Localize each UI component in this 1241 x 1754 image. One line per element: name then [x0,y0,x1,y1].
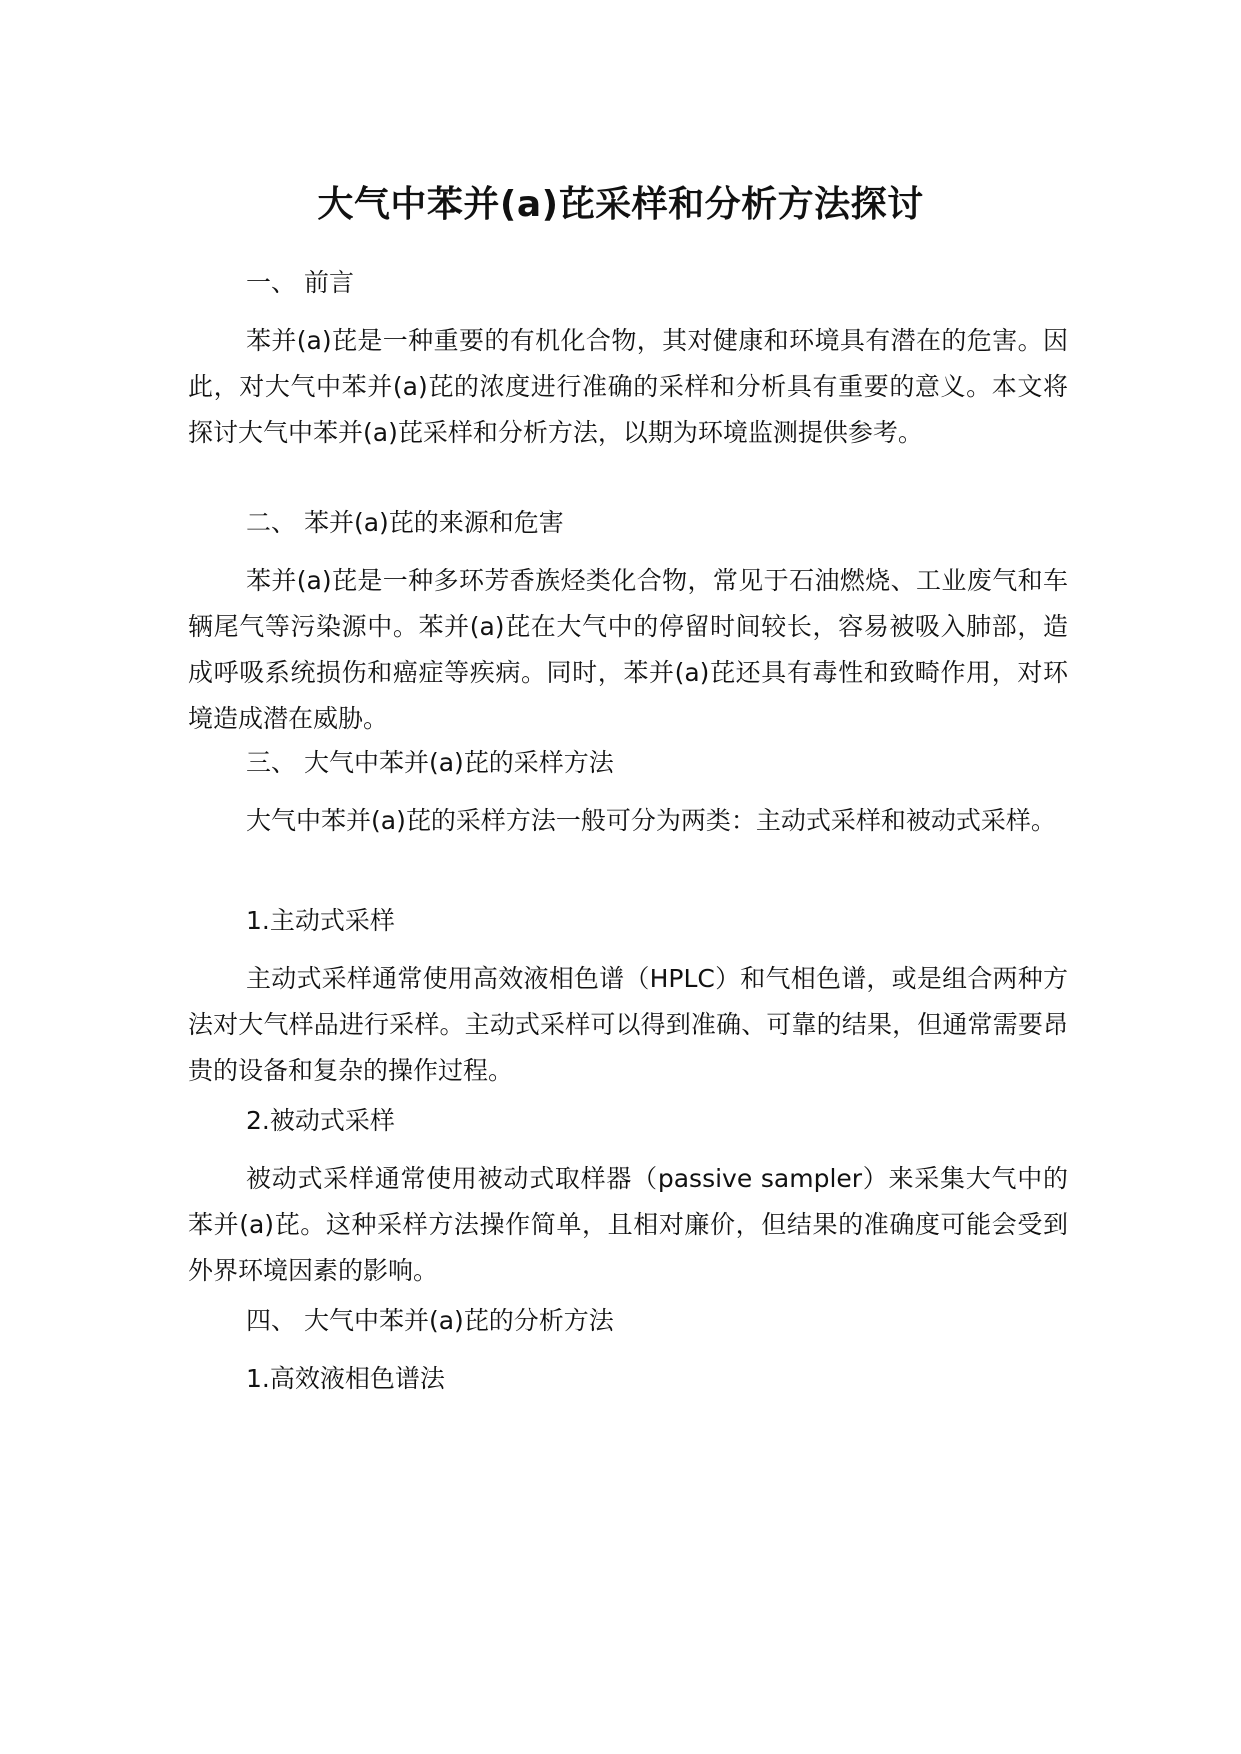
paragraph-passive-sampling: 被动式采样通常使用被动式取样器（passive sampler）来采集大气中的苯并(a)芘。这种采样方法操作简单，且相对廉价，但结果的准确度可能会受到外界环境因素的影响。 [188,1164,1068,1285]
subheading-active-sampling: 1.主动式采样 [246,906,395,935]
section-heading-preface: 一、 前言 [246,268,354,297]
document-title: 大气中苯并(a)芘采样和分析方法探讨 [317,184,924,225]
section-heading-sources: 二、 苯并(a)芘的来源和危害 [246,508,564,537]
section-heading-sampling: 三、 大气中苯并(a)芘的采样方法 [246,748,614,777]
paragraph-preface: 苯并(a)芘是一种重要的有机化合物，其对健康和环境具有潜在的危害。因此，对大气中苯并(a)芘的浓度进行准确的采样和分析具有重要的意义。本文将探讨大气中苯并(a)芘采样和分析方法，以期为环境监测提供参考。 [188,326,1068,447]
paragraph-sampling-intro: 大气中苯并(a)芘的采样方法一般可分为两类：主动式采样和被动式采样。 [246,806,1056,835]
section-heading-analysis: 四、 大气中苯并(a)芘的分析方法 [246,1306,614,1335]
subheading-passive-sampling: 2.被动式采样 [246,1106,395,1135]
subheading-hplc: 1.高效液相色谱法 [246,1364,445,1393]
paragraph-sources: 苯并(a)芘是一种多环芳香族烃类化合物，常见于石油燃烧、工业废气和车辆尾气等污染源中。苯并(a)芘在大气中的停留时间较长，容易被吸入肺部，造成呼吸系统损伤和癌症等疾病。同时，苯并(a)芘还具有毒性和致畸作用，对环境造成潜在威胁。 [188,566,1068,733]
paragraph-active-sampling: 主动式采样通常使用高效液相色谱（HPLC）和气相色谱，或是组合两种方法对大气样品进行采样。主动式采样可以得到准确、可靠的结果，但通常需要昂贵的设备和复杂的操作过程。 [188,964,1068,1085]
